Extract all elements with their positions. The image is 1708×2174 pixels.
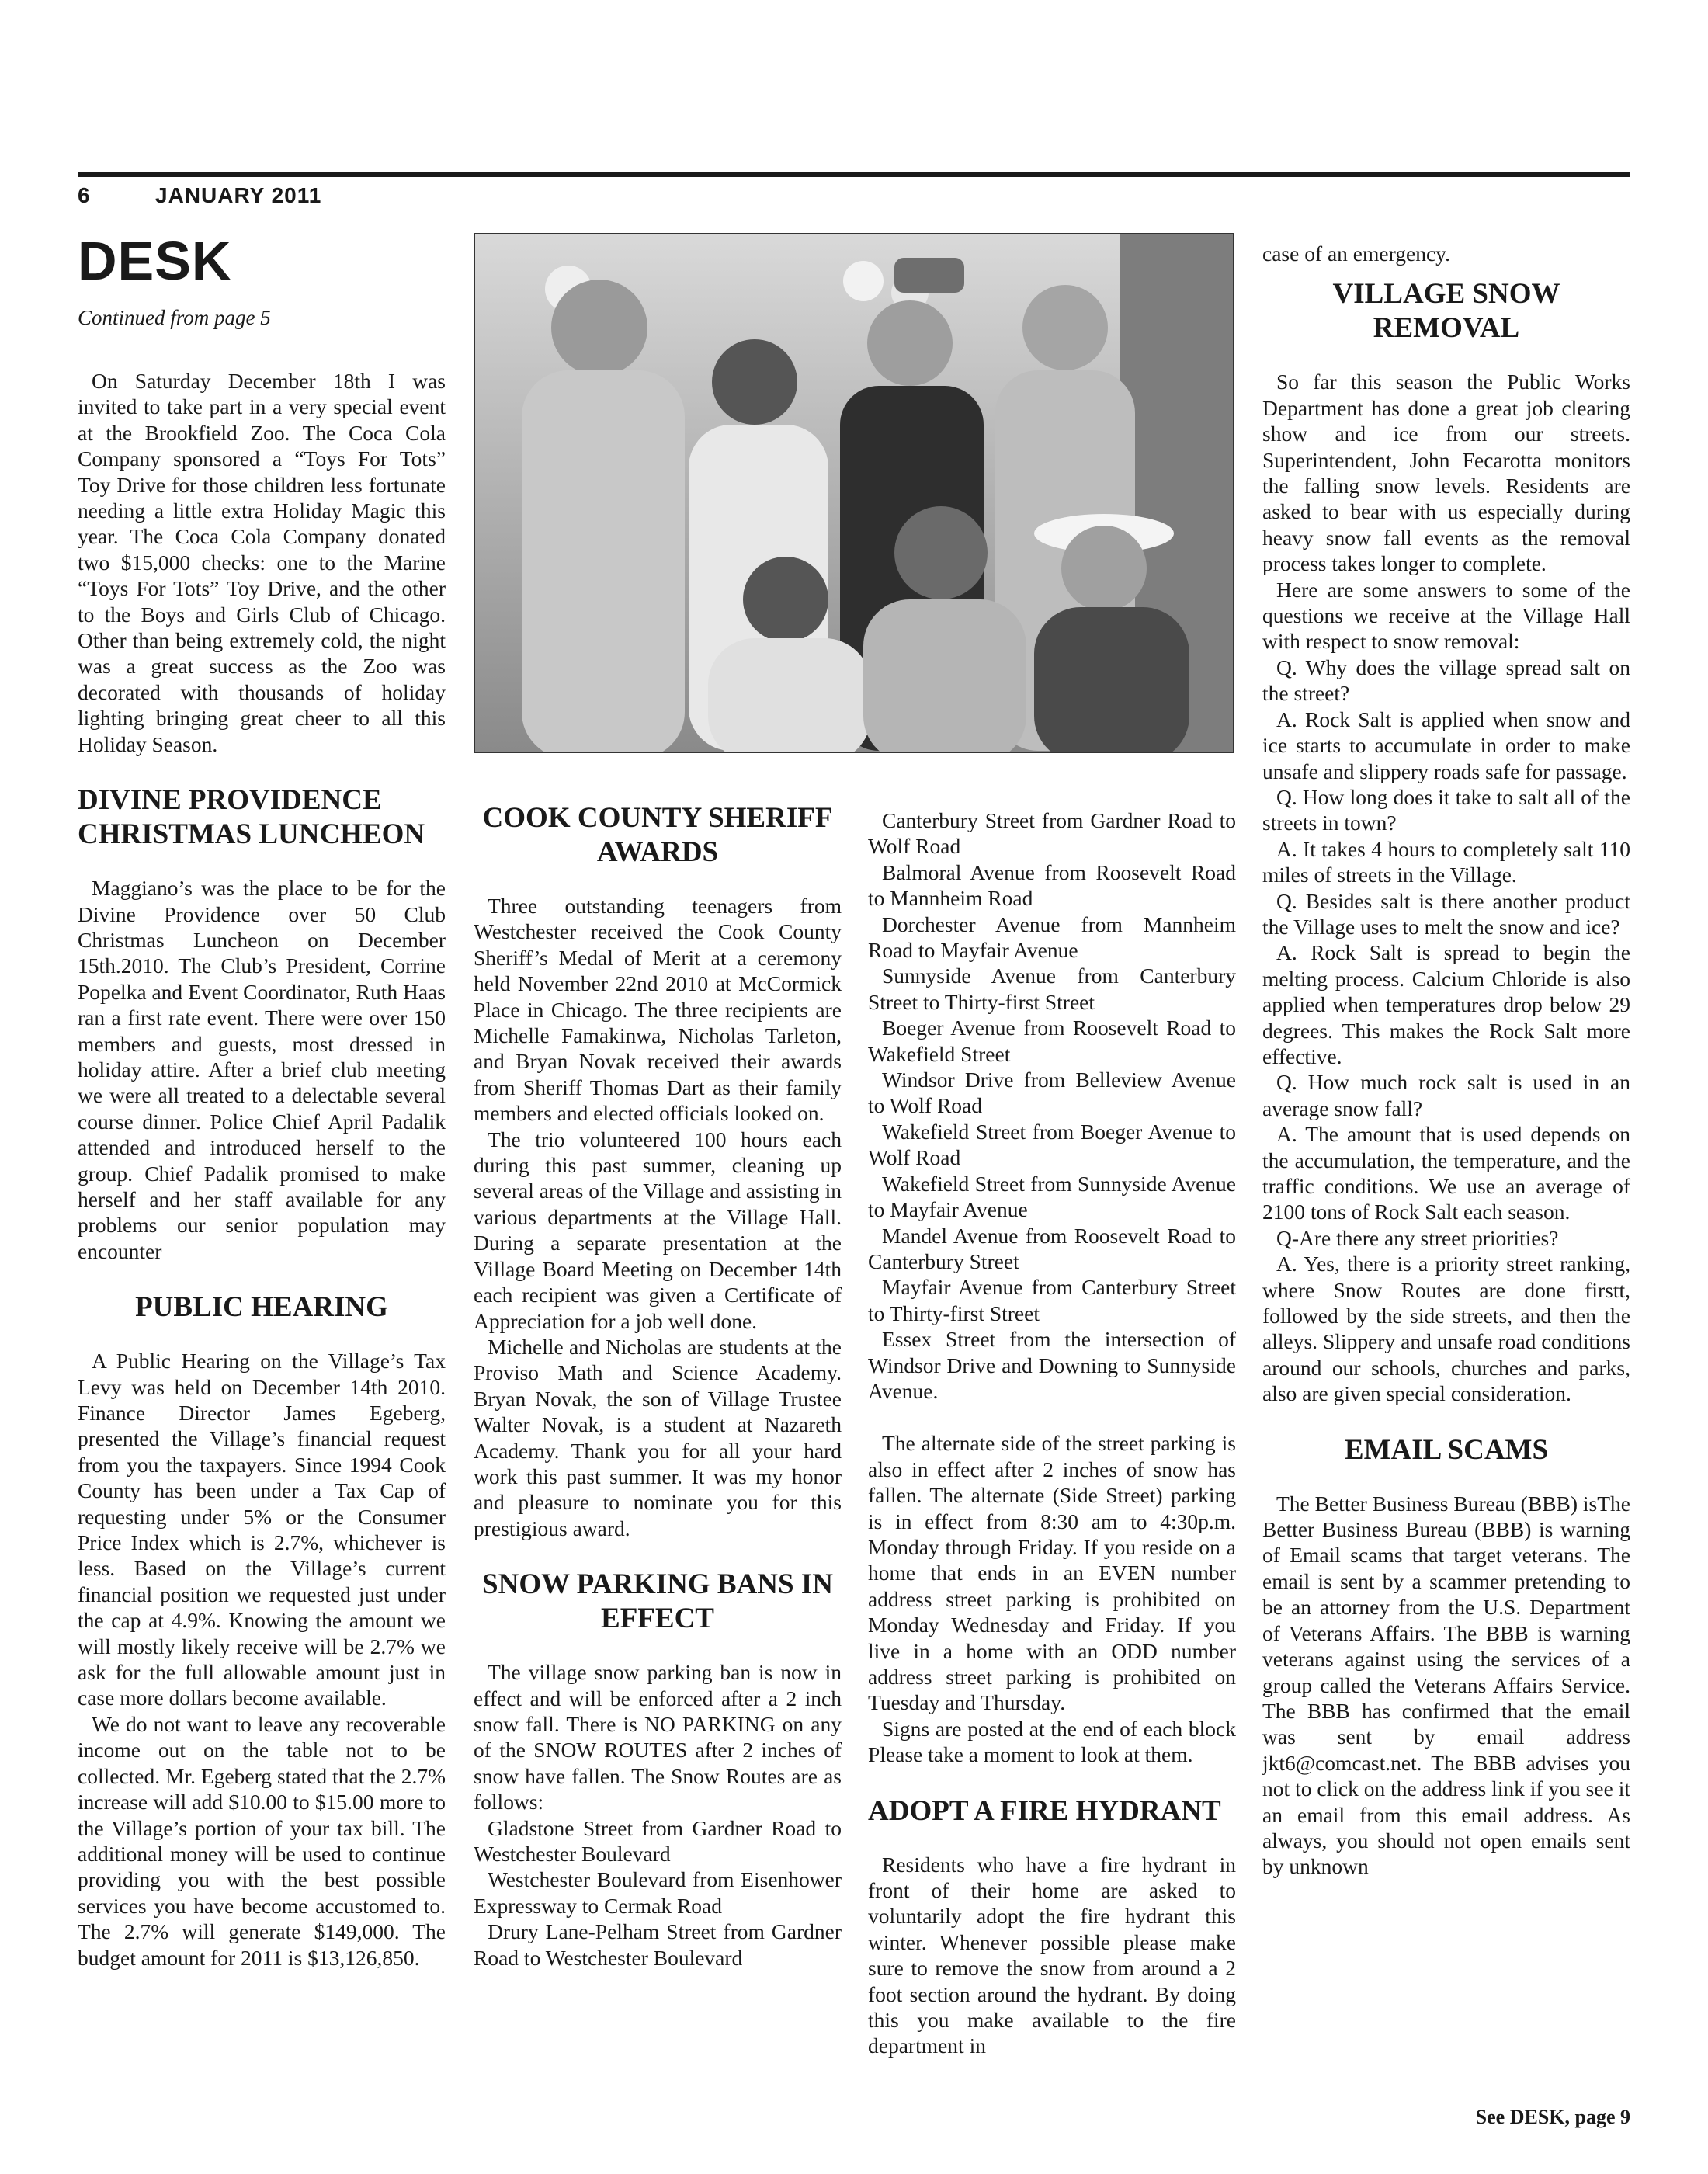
public-hearing-paragraph: A Public Hearing on the Village’s Tax Levy was held on December 14th 2010. Finance Director James Egeberg, presented the Village’s financial request from you the taxpayers. Since 1994 Cook County has been under a Tax Cap of requesting under 5% or the Consumer Price Index which is 2.7%, whichever is less. Based on the Village’s current financial position we requested just under the cap at 4.9%. Knowing the amount we will mostly likely receive will be 2.7% we ask for the full allowable amount just in case more dollars become available.	[78, 1349, 446, 1710]
sheriff-awards-paragraph: Michelle and Nicholas are students at the Proviso Math and Science Academy. Bryan Novak, the son of Village Trustee Walter Novak, is a student at Nazareth Academy. Thank you for all your hard work this past summer. It was my honor and pleasure to nominate you for this prestigious award.	[474, 1334, 842, 1540]
public-hearing-paragraph: We do not want to leave any recoverable income out on the table not to be collected. Mr. Egeberg stated that the 2.7% increase will add $10.00 to $15.00 more to the Village’s portion of your tax bill. The additional money will be used to continue providing you with the best possible services you have become accustomed to. The 2.7% will generate $149,000. The budget amount for 2011 is $13,126,850.	[78, 1711, 446, 1970]
zoo-paragraph: On Saturday December 18th I was invited to take part in a very special event at the Brookfield Zoo. The Coca Cola Company sponsored a “Toys For Tots” Toy Drive for those children less fortunate needing a little extra Holiday Magic this year. The Coca Cola Company donated two $15,000 checks: one to the Marine “Toys For Tots” Toy Drive, and the other to the Boys and Girls Club of Chicago. Other than being extremely cold, the night was a great success as the Zoo was decorated with thousands of holiday lighting bringing great cheer to all this Holiday Season.	[78, 369, 446, 756]
snow-route: Boeger Avenue from Roosevelt Road to Wakefield Street	[868, 1016, 1236, 1066]
snow-parking-headline: SNOW PARKING BANS IN EFFECT	[482, 1568, 833, 1635]
snow-removal-question: Q. Besides salt is there another product the Village uses to melt the snow and ice?	[1262, 888, 1630, 939]
fire-hydrant-headline: ADOPT A FIRE HYDRANT	[868, 1794, 1221, 1827]
snow-route: Wakefield Street from Sunnyside Avenue to Mayfair Avenue	[868, 1171, 1236, 1222]
email-scams-headline: EMAIL SCAMS	[1344, 1433, 1549, 1466]
column-2	[474, 790, 842, 1971]
public-hearing-headline: PUBLIC HEARING	[135, 1291, 388, 1324]
continued-from: Continued from page 5	[78, 306, 271, 329]
fire-hydrant-continuation: case of an emergency.	[1262, 241, 1451, 266]
section-title: DESK	[78, 231, 232, 291]
sheriff-awards-paragraph: The trio volunteered 100 hours each during this past summer, cleaning up several areas of the Village and assisting in various departments at the Village Hall. During a separate presentation at the Village Board Meeting on December 14th each recipient was given a Certificate of Appreciation for a job well done.	[474, 1127, 842, 1333]
snow-route: Windsor Drive from Belleview Avenue to Wolf Road	[868, 1068, 1236, 1118]
snow-removal-answer: A. Yes, there is a priority street ranking, where Snow Routes are done firstt, followed by the side streets, and then the alleys. Slippery and unsafe road conditions around our schools, churches and parks, also are given special consideration.	[1262, 1252, 1630, 1406]
snow-route: Mandel Avenue from Roosevelt Road to Canterbury Street	[868, 1223, 1236, 1273]
snow-removal-answer: A. Rock Salt is spread to begin the melting process. Calcium Chloride is also applied when temperatures drop below 29 degrees. This makes the Rock Salt more effective.	[1262, 940, 1630, 1068]
snow-route: Drury Lane-Pelham Street from Gardner Road to Westchester Boulevard	[474, 1919, 842, 1970]
snow-route: Canterbury Street from Gardner Road to Wolf Road	[868, 808, 1236, 859]
snow-route: Mayfair Avenue from Canterbury Street to Thirty-first Street	[868, 1275, 1236, 1325]
snow-removal-question: Q. How long does it take to salt all of the streets in town?	[1262, 784, 1630, 835]
snow-parking-closing: Signs are posted at the end of each block Please take a moment to look at them.	[868, 1716, 1236, 1767]
column-4	[1262, 241, 1630, 1880]
snow-removal-paragraph: Here are some answers to some of the questions we receive at the Village Hall with respect to snow removal:	[1262, 577, 1630, 654]
sheriff-awards-headline: COOK COUNTY SHERIFF AWARDS	[482, 802, 833, 868]
group-photo-image	[475, 234, 1233, 752]
snow-route: Wakefield Street from Boeger Avenue to Wolf Road	[868, 1119, 1236, 1170]
snow-removal-paragraph: So far this season the Public Works Department has done a great job clearing show and ice from our streets. Superintendent, John Fecarotta monitors the falling snow levels. Residents are asked to bear with us especially during heavy snow fall events as the removal process takes longer to complete.	[1262, 370, 1630, 576]
snow-route: Sunnyside Avenue from Canterbury Street to Thirty-first Street	[868, 964, 1236, 1014]
email-scams-paragraph: The Better Business Bureau (BBB) isThe Better Business Bureau (BBB) is warning of Email scams that target veterans. The email is sent by a scammer pretending to be an attorney from the U.S. Department of Veterans Affairs. The BBB is warning veterans against using the services of a group called the Veterans Affairs Service. The BBB has confirmed that the email was sent by email address jkt6@comcast.net. The BBB advises you not to click on the address link if you see it an email from this email address. As always, you should not open emails sent by unknown	[1262, 1491, 1630, 1879]
column-1	[78, 368, 446, 1971]
fire-hydrant-paragraph: Residents who have a fire hydrant in front of their home are asked to voluntarily adopt the fire hydrant this winter. Whenever possible please make sure to remove the snow from around a 2 foot section around the hydrant. By doing this you make available to the fire department in	[868, 1852, 1236, 2058]
divine-providence-paragraph: Maggiano’s was the place to be for the Divine Providence over 50 Club Christmas Luncheon on December 15th.2010. The Club’s President, Corrine Popelka and Event Coordinator, Ruth Haas ran a first rate event. There were over 150 members and guests, most dressed in holiday attire. After a brief club meeting we were all treated to a delectable several course dinner. Police Chief April Padalik attended and introduced herself to the group. Chief Padalik promised to make herself and her staff available for any problems our senior population may encounter	[78, 876, 446, 1263]
column-3	[868, 807, 1236, 2059]
snow-removal-headline: VILLAGE SNOW REMOVAL	[1332, 278, 1560, 345]
divine-providence-headline: DIVINE PROVIDENCE CHRISTMAS LUNCHEON	[78, 784, 425, 851]
snow-route: Balmoral Avenue from Roosevelt Road to Mannheim Road	[868, 860, 1236, 911]
issue-date: JANUARY 2011	[155, 183, 322, 207]
page-number: 6	[78, 183, 91, 207]
snow-removal-answer: A. It takes 4 hours to completely salt 110 miles of streets in the Village.	[1262, 836, 1630, 887]
snow-route: Gladstone Street from Gardner Road to Westchester Boulevard	[474, 1815, 842, 1866]
snow-parking-closing: The alternate side of the street parking is also in effect after 2 inches of snow has fallen. The alternate (Side Street) parking is in effect from 8:30 am to 4:30p.m. Monday through Friday. If you reside on a home that ends in an EVEN number address street parking is prohibited on Monday Wednesday and Friday. If you live in a home with an ODD number address street parking is prohibited on Tuesday and Thursday.	[868, 1431, 1236, 1715]
continued-to-link: See DESK, page 9	[1475, 2106, 1630, 2128]
snow-removal-question: Q. How much rock salt is used in an average snow fall?	[1262, 1070, 1630, 1120]
snow-removal-answer: A. Rock Salt is applied when snow and ice starts to accumulate in order to make unsafe and slippery roads safe for passage.	[1262, 707, 1630, 783]
snow-route: Dorchester Avenue from Mannheim Road to Mayfair Avenue	[868, 912, 1236, 963]
snow-removal-question: Q. Why does the village spread salt on the street?	[1262, 655, 1630, 706]
snow-removal-question: Q-Are there any street priorities?	[1276, 1225, 1559, 1250]
snow-route: Essex Street from the intersection of Windsor Drive and Downing to Sunnyside Avenue.	[868, 1327, 1236, 1403]
group-photo	[474, 233, 1234, 753]
snow-route: Westchester Boulevard from Eisenhower Expressway to Cermak Road	[474, 1867, 842, 1918]
header-rule	[78, 172, 1630, 177]
snow-parking-intro: The village snow parking ban is now in effect and will be enforced after a 2 inch snow fall. There is NO PARKING on any of the SNOW ROUTES after 2 inches of snow have fallen. The Snow Routes are as follows:	[474, 1660, 842, 1815]
sheriff-awards-paragraph: Three outstanding teenagers from Westchester received the Cook County Sheriff’s Medal of Merit at a ceremony held November 22nd 2010 at McCormick Place in Chicago. The three recipients are Michelle Famakinwa, Nicholas Tarleton, and Bryan Novak received their awards from Sheriff Thomas Dart as their family members and elected officials looked on.	[474, 894, 842, 1126]
snow-removal-answer: A. The amount that is used depends on the accumulation, the temperature, and the traffic conditions. We use an average of 2100 tons of Rock Salt each season.	[1262, 1122, 1630, 1224]
